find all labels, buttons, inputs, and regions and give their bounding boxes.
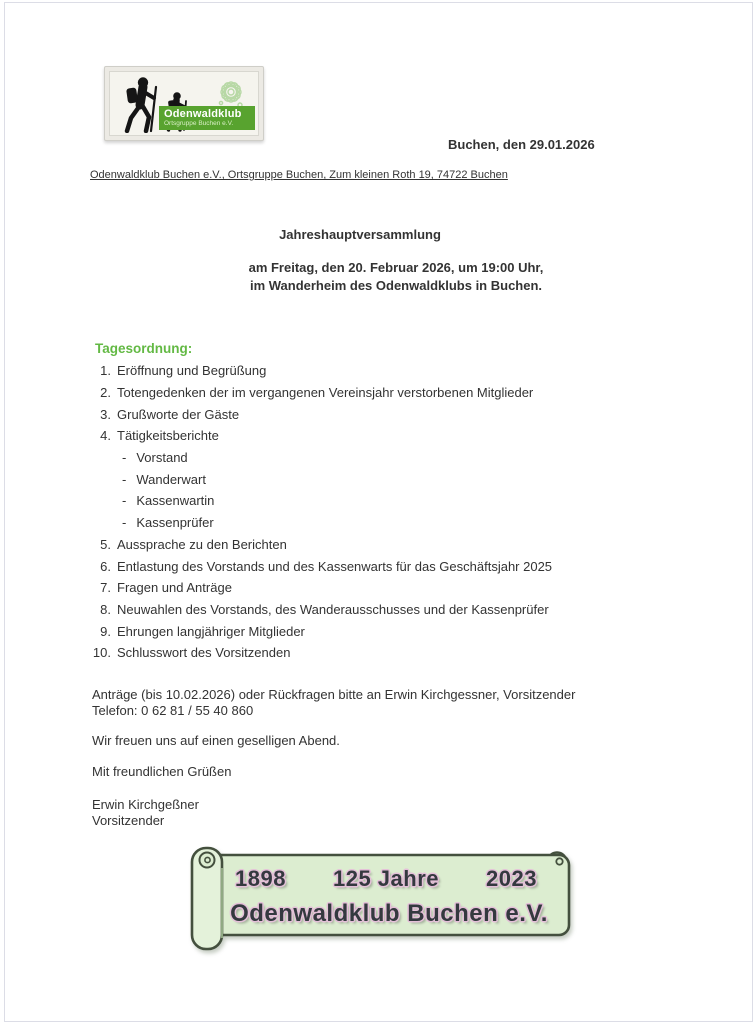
letter-title: Jahreshauptversammlung [279, 227, 441, 242]
agenda-item [88, 403, 552, 425]
signature-name: Erwin Kirchgeßner [92, 797, 199, 812]
agenda-item-text: Fragen und Anträge [117, 580, 232, 596]
signature-block [92, 797, 199, 828]
agenda-subitem [88, 512, 552, 534]
agenda-item-number: 3. [100, 406, 111, 422]
closing-line: Mit freundlichen Grüßen [92, 764, 232, 779]
agenda-item [88, 599, 552, 621]
meeting-location: im Wanderheim des Odenwaldklubs in Buchen. [249, 278, 543, 293]
logo-club-subtitle: Ortsgruppe Buchen e.V. [164, 120, 234, 127]
agenda-item [88, 360, 552, 382]
requests-paragraph [92, 687, 575, 718]
agenda-item [88, 642, 552, 664]
agenda-item-number: 10. [92, 645, 111, 661]
agenda-heading: Tagesordnung: [95, 341, 193, 356]
logo-club-name: Odenwaldklub [164, 108, 242, 120]
subitem-bullet: - [122, 450, 127, 466]
requests-line1: Anträge (bis 10.02.2026) oder Rückfragen bitte an Erwin Kirchgessner, Vorsitzender [92, 687, 576, 702]
agenda-item [88, 577, 552, 599]
agenda-item-number: 5. [100, 536, 111, 552]
subitem-bullet: - [122, 471, 127, 487]
agenda-item [88, 534, 552, 556]
agenda-subitem [88, 447, 552, 469]
agenda-item-number: 7. [100, 580, 111, 596]
agenda-item-number: 9. [100, 623, 111, 639]
agenda-item-number: 6. [100, 558, 111, 574]
agenda-subitem-text: Vorstand [136, 450, 188, 466]
subitem-bullet: - [122, 493, 127, 509]
agenda-item-text: Totengedenken der im vergangenen Vereinsjahr verstorbenen Mitglieder [117, 385, 534, 401]
agenda-subitem [88, 490, 552, 512]
agenda-item-text: Schlusswort des Vorsitzenden [117, 645, 291, 661]
banner-anniversary: 125 Jahre [332, 866, 440, 891]
agenda-item [88, 620, 552, 642]
agenda-item [88, 382, 552, 404]
agenda-item-number: 8. [100, 601, 111, 617]
letter-date: Buchen, den 29.01.2026 [448, 137, 595, 152]
agenda-subitem-text: Kassenprüfer [136, 515, 214, 531]
agenda-item-text: Ehrungen langjähriger Mitglieder [117, 623, 305, 639]
agenda-item-text: Tätigkeitsberichte [117, 428, 219, 444]
agenda-item [88, 425, 552, 447]
scroll-banner-icon [189, 846, 575, 952]
agenda-item-number: 4. [100, 428, 111, 444]
agenda-item-text: Entlastung des Vorstands und des Kassenwarts für das Geschäftsjahr 2025 [117, 558, 553, 574]
social-line: Wir freuen uns auf einen geselligen Abend. [92, 733, 340, 748]
agenda-item-text: Aussprache zu den Berichten [117, 536, 287, 552]
banner-years-row [235, 866, 537, 892]
agenda-subitem-text: Kassenwartin [136, 493, 215, 509]
sender-address-line: Odenwaldklub Buchen e.V., Ortsgruppe Buchen, Zum kleinen Roth 19, 74722 Buchen [90, 169, 508, 181]
agenda-item [88, 555, 552, 577]
agenda-item-text: Neuwahlen des Vorstands, des Wanderausschusses und der Kassenprüfer [117, 601, 549, 617]
anniversary-banner [189, 846, 575, 952]
agenda-item-number: 1. [100, 363, 111, 379]
requests-line2: Telefon: 0 62 81 / 55 40 860 [92, 702, 254, 718]
agenda-item-text: Grußworte der Gäste [117, 406, 240, 422]
agenda-subitem [88, 468, 552, 490]
agenda-list [88, 360, 552, 664]
club-logo [104, 66, 264, 141]
banner-year-start: 1898 [235, 866, 286, 891]
signature-role: Vorsitzender [92, 812, 165, 828]
agenda-subitem-text: Wanderwart [136, 471, 206, 487]
agenda-item-number: 2. [100, 385, 111, 401]
banner-club-row [215, 900, 563, 928]
agenda-item-text: Eröffnung und Begrüßung [117, 363, 267, 379]
banner-year-end: 2023 [486, 866, 537, 891]
meeting-details [90, 259, 702, 295]
club-logo-inner [109, 71, 259, 136]
logo-name-band [159, 106, 255, 130]
meeting-datetime: am Freitag, den 20. Februar 2026, um 19:00 Uhr, [248, 260, 544, 275]
subitem-bullet: - [122, 515, 127, 531]
banner-club-name: Odenwaldklub Buchen e.V. [230, 900, 548, 927]
